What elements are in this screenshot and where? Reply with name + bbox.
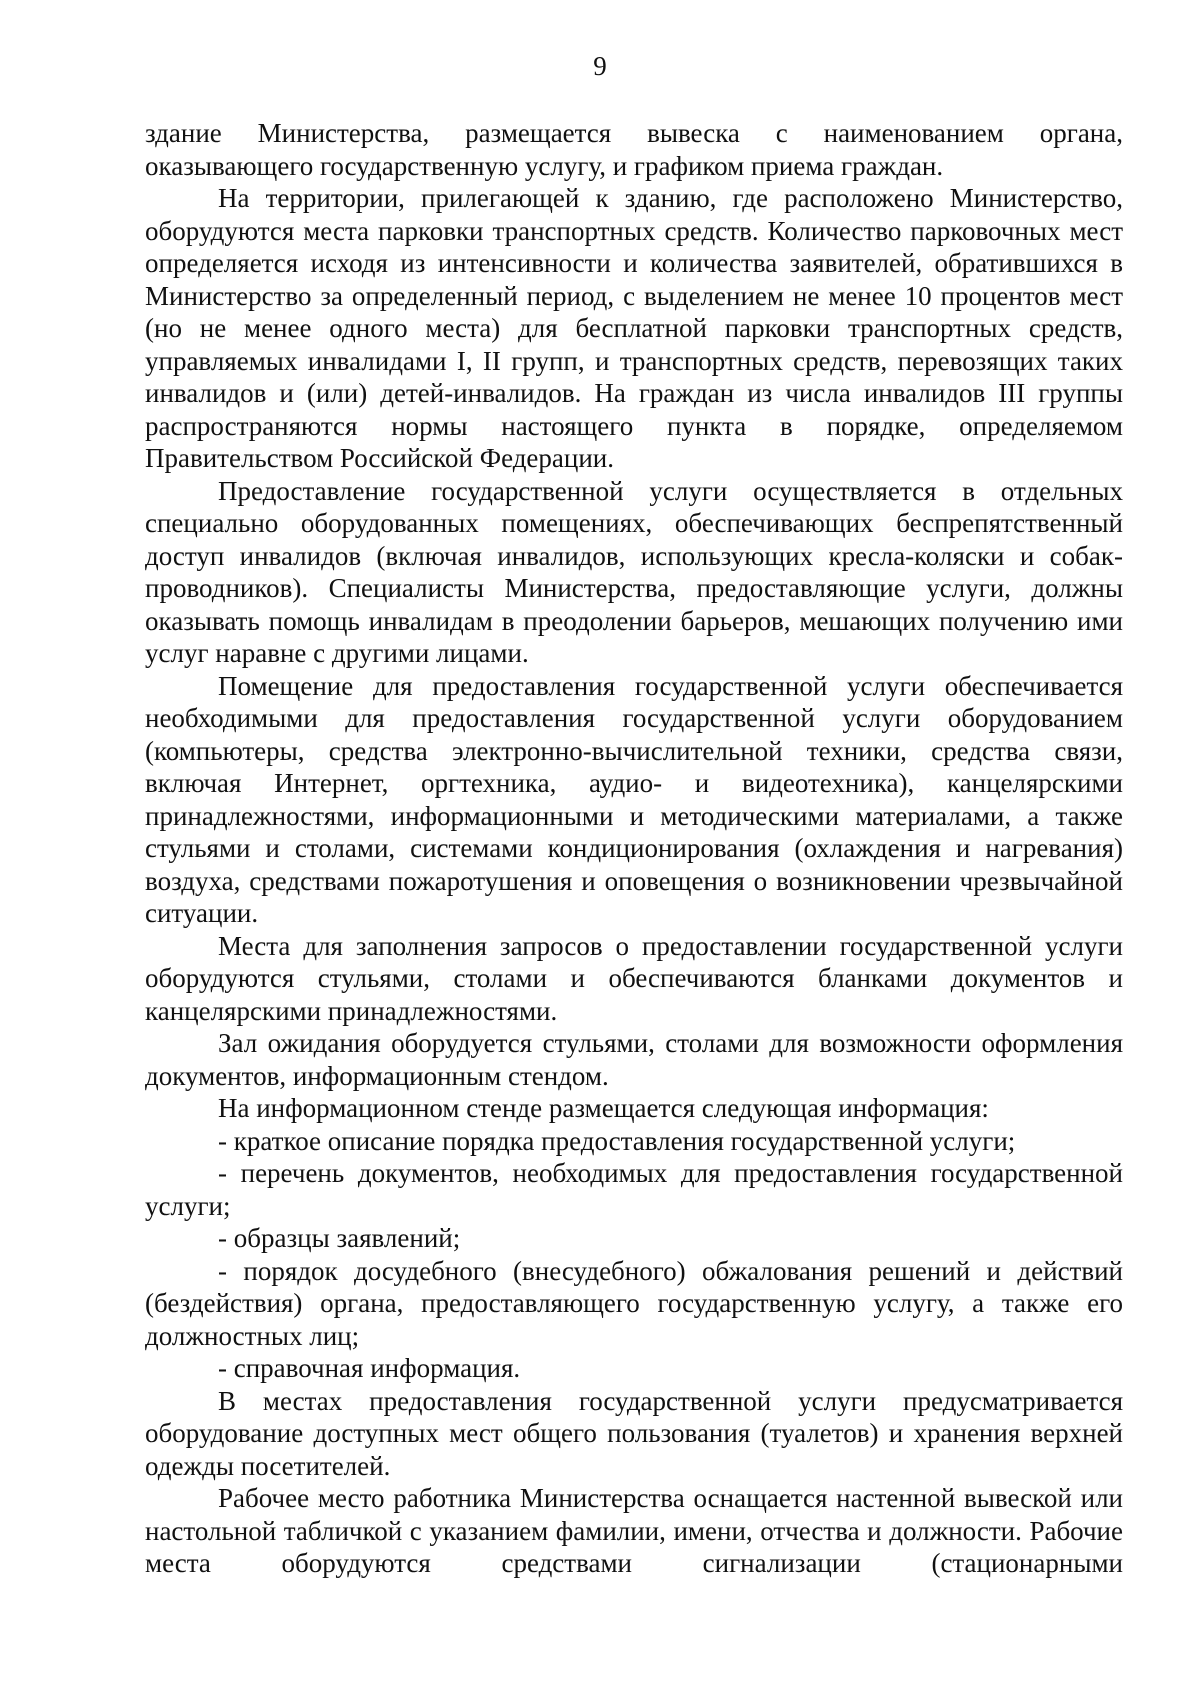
- paragraph-workplace: Рабочее место работника Министерства оснащается настенной вывеской или настольной табличкой с указанием фамилии, имени, отчества и должности. Рабочие места оборудуются средствами сигнализации (стационарными: [145, 1483, 1123, 1578]
- paragraph-accessible-premises: Предоставление государственной услуги осуществляется в отдельных специально оборудованных помещениях, обеспечивающих беспрепятственный доступ инвалидов (включая инвалидов, использующих кресла-коляски и собак-проводников). Специалисты Министерства, предоставляющие услуги, должны оказывать помощь инвалидам в преодолении барьеров, мешающих получению ими услуг наравне с другими лицами.: [145, 475, 1123, 668]
- paragraph-request-filling-places: Места для заполнения запросов о предоставлении государственной услуги оборудуются стульями, столами и обеспечиваются бланками документов и канцелярскими принадлежностями.: [145, 930, 1123, 1026]
- list-item-appeal-procedure: - порядок досудебного (внесудебного) обжалования решений и действий (бездействия) органа, предоставляющего государственную услугу, а также его должностных лиц;: [145, 1255, 1123, 1351]
- document-body: [145, 117, 1123, 1580]
- list-item-document-list: - перечень документов, необходимых для предоставления государственной услуги;: [145, 1158, 1123, 1221]
- paragraph-parking: На территории, прилегающей к зданию, где расположено Министерство, оборудуются места парковки транспортных средств. Количество парковочных мест определяется исходя из интенсивности и количества заявителей, обратившихся в Министерство за определенный период, с выделением не менее 10 процентов мест (но не менее одного места) для бесплатной парковки транспортных средств, управляемых инвалидами I, II групп, и транспортных средств, перевозящих таких инвалидов и (или) детей-инвалидов. На граждан из числа инвалидов III группы распространяются нормы настоящего пункта в порядке, определяемом Правительством Российской Федерации.: [145, 183, 1123, 473]
- paragraph-waiting-hall: Зал ожидания оборудуется стульями, столами для возможности оформления документов, информационным стендом.: [145, 1028, 1123, 1091]
- paragraph-info-stand-intro: На информационном стенде размещается следующая информация:: [218, 1093, 989, 1123]
- paragraph-public-facilities: В местах предоставления государственной услуги предусматривается оборудование доступных мест общего пользования (туалетов) и хранения верхней одежды посетителей.: [145, 1385, 1123, 1481]
- paragraph-building-sign: здание Министерства, размещается вывеска с наименованием органа, оказывающего государственную услугу, и графиком приема граждан.: [145, 118, 1123, 181]
- page-number: 9: [593, 51, 607, 81]
- list-item-application-samples: - образцы заявлений;: [218, 1223, 461, 1253]
- paragraph-premises-equipment: Помещение для предоставления государственной услуги обеспечивается необходимыми для предоставления государственной услуги оборудованием (компьютеры, средства электронно-вычислительной техники, средства связи, включая Интернет, оргтехника, аудио- и видеотехника), канцелярскими принадлежностями, информационными и методическими материалами, а также стульями и столами, системами кондиционирования (охлаждения и нагревания) воздуха, средствами пожаротушения и оповещения о возникновении чрезвычайной ситуации.: [145, 670, 1123, 928]
- list-item-service-description: - краткое описание порядка предоставления государственной услуги;: [218, 1125, 1016, 1156]
- list-item-reference-info: - справочная информация.: [218, 1353, 521, 1383]
